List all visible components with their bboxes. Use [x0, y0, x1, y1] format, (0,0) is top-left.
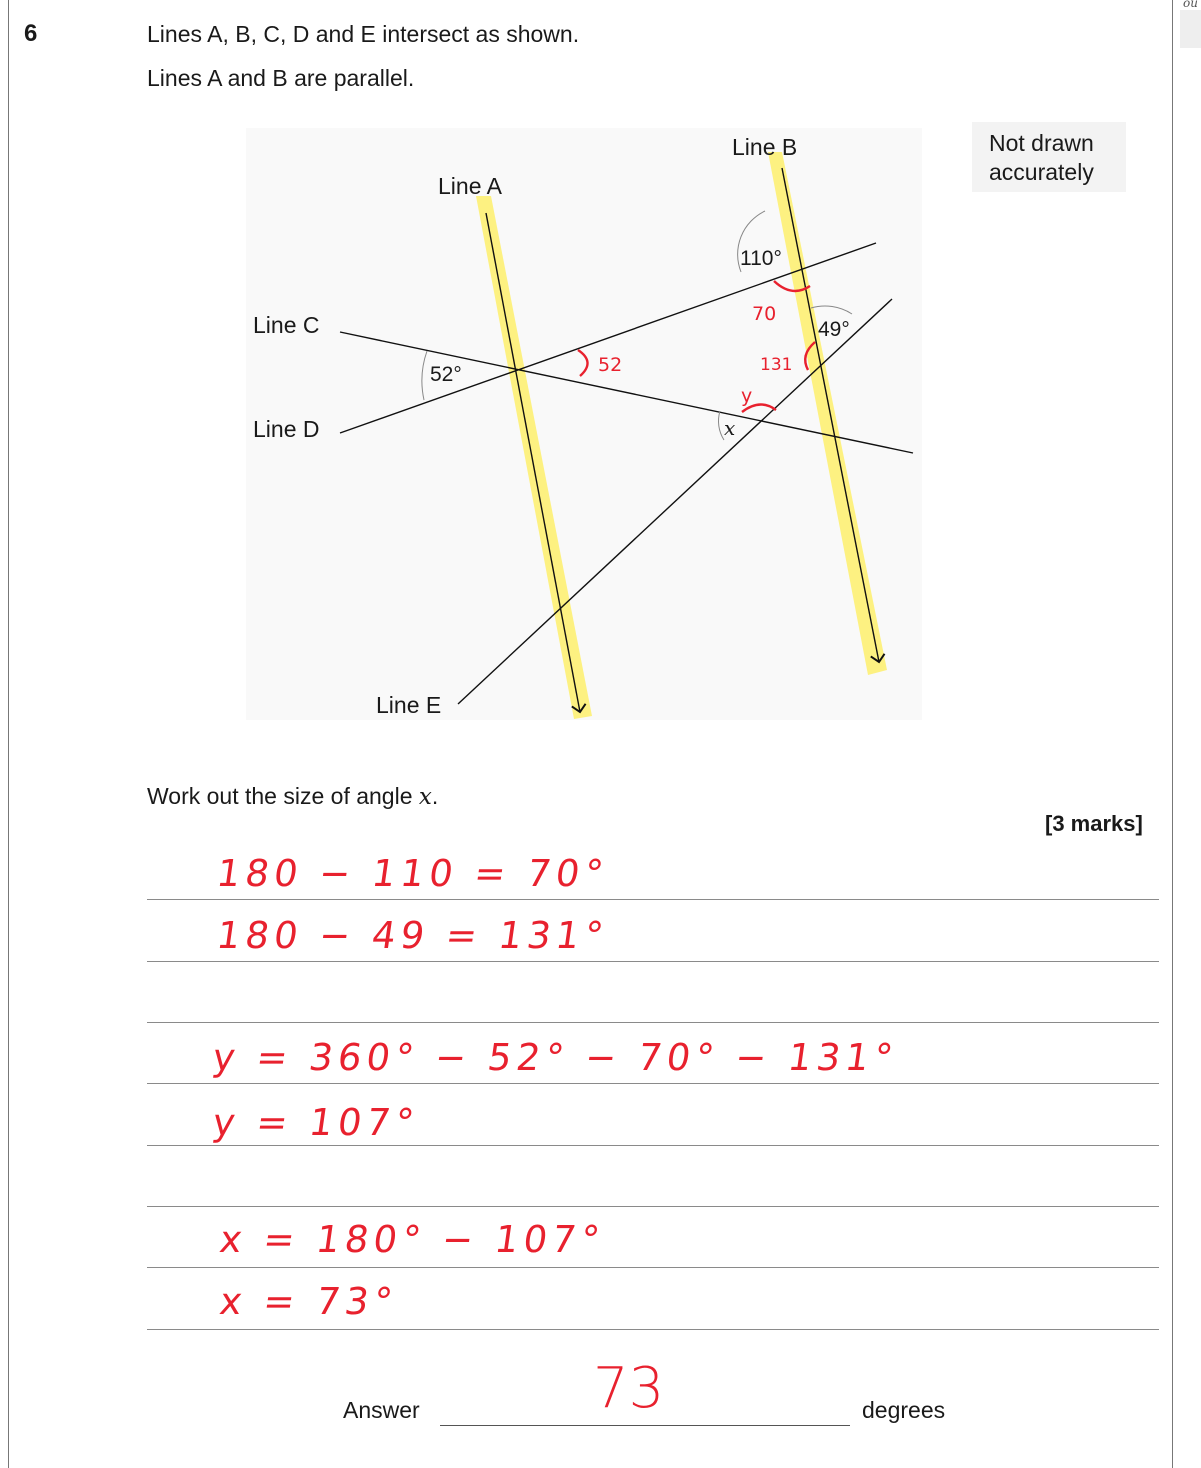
answer-line[interactable] [440, 1425, 850, 1426]
working-line-1: 180 − 110 = 70° [213, 852, 611, 895]
not-drawn-accurately-note [972, 122, 1126, 192]
answer-rule-8 [147, 1329, 1159, 1330]
working-line-5: x = 180° − 107° [216, 1218, 608, 1261]
question-number: 6 [24, 20, 38, 47]
corner-mark: ou [1183, 0, 1198, 10]
answer-unit: degrees [862, 1397, 946, 1423]
answer-rule-5 [147, 1145, 1159, 1146]
working-line-4: y = 107° [209, 1101, 422, 1144]
annot-131: 131 [760, 355, 793, 375]
answer-rule-1 [147, 899, 1159, 900]
answer-rule-6 [147, 1206, 1159, 1207]
angle-110-label: 110° [740, 247, 782, 270]
answer-rule-7 [147, 1267, 1159, 1268]
note-line-1: Not drawn [989, 130, 1094, 156]
angle-52-label: 52° [430, 363, 462, 386]
annot-52: 52 [598, 354, 623, 376]
answer-rule-3 [147, 1022, 1159, 1023]
note-line-2: accurately [989, 159, 1094, 185]
label-line-c: Line C [253, 312, 320, 338]
working-line-2: 180 − 49 = 131° [213, 914, 611, 957]
task-text: Work out the size of angle x. [147, 783, 439, 810]
answer-label: Answer [343, 1397, 420, 1423]
annot-y: y [741, 385, 753, 407]
label-line-b: Line B [732, 134, 798, 160]
working-line-6: x = 73° [216, 1280, 401, 1323]
annot-70: 70 [752, 303, 777, 325]
answer-value: 73 [593, 1356, 665, 1421]
label-line-d: Line D [253, 416, 320, 442]
label-line-e: Line E [376, 692, 442, 718]
question-line-2: Lines A and B are parallel. [147, 65, 415, 91]
question-line-1: Lines A, B, C, D and E intersect as shown. [147, 21, 580, 47]
angle-49-label: 49° [818, 318, 850, 341]
answer-rule-2 [147, 961, 1159, 962]
working-line-3: y = 360° − 52° − 70° − 131° [209, 1036, 901, 1079]
marks-label: [3 marks] [1045, 811, 1143, 836]
label-line-a: Line A [438, 173, 502, 199]
angle-x-label: x [724, 416, 736, 440]
answer-rule-4 [147, 1083, 1159, 1084]
